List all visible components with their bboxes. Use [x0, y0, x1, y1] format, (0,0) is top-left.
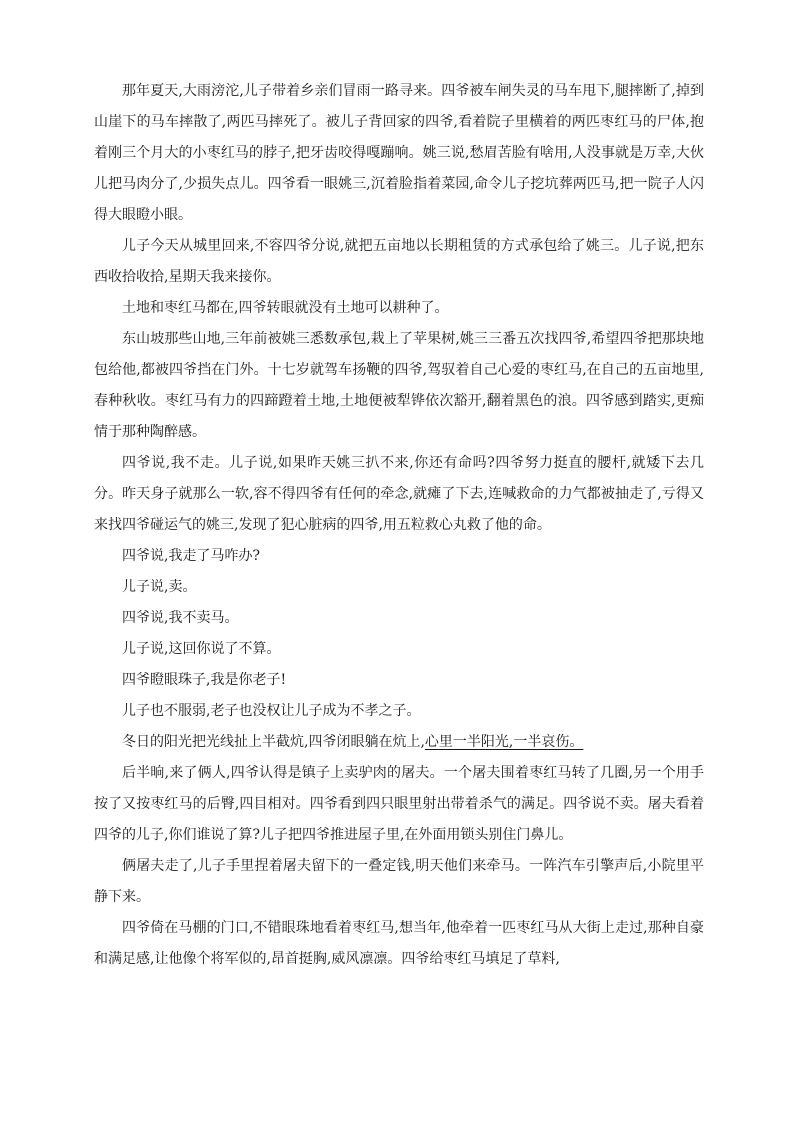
paragraph-11: 儿子也不服弱,老子也没权让儿子成为不孝之子。	[122, 703, 421, 719]
paragraph-9: 儿子说,这回你说了不算。	[122, 641, 281, 657]
paragraph-1: 那年夏天,大雨滂沱,儿子带着乡亲们冒雨一路寻来。四爷被车闸失灵的马车甩下,腿摔断了,掉到山崖下的马车摔散了,两匹马摔死了。被儿子背回家的四爷,看着院子里横着的两匹枣红马的尸体,抱着刚三个月大的小枣红马的脖子,把牙齿咬得嘎蹦响。姚三说,愁眉苦脸有啥用,人没事就是万幸,大伙儿把马肉分了,少损失点儿。四爷看一眼姚三,沉着脸指着菜园,命令儿子挖坑葬两匹马,把一院子人闪得大眼瞪小眼。	[94, 83, 704, 223]
paragraph-3: 土地和枣红马都在,四爷转眼就没有土地可以耕种了。	[122, 300, 449, 316]
document-page	[94, 76, 704, 975]
paragraph-8: 四爷说,我不卖马。	[122, 610, 239, 626]
paragraph-14: 俩屠夫走了,儿子手里捏着屠夫留下的一叠定钱,明天他们来牵马。一阵汽车引擎声后,小院里平静下来。	[94, 858, 704, 905]
paragraph-5: 四爷说,我不走。儿子说,如果昨天姚三扒不来,你还有命吗?四爷努力挺直的腰杆,就矮下去几分。昨天身子就那么一软,容不得四爷有任何的牵念,就瘫了下去,连喊救命的力气都被抽走了,亏得又来找四爷碰运气的姚三,发现了犯心脏病的四爷,用五粒救心丸救了他的命。	[94, 455, 704, 533]
paragraph-6: 四爷说,我走了马咋办?	[122, 548, 260, 564]
paragraph-10: 四爷瞪眼珠子,我是你老子!	[122, 672, 287, 688]
paragraph-12	[94, 727, 704, 758]
paragraph-13: 后半晌,来了俩人,四爷认得是镇子上卖驴肉的屠夫。一个屠夫围着枣红马转了几圈,另一个用手按了又按枣红马的后臀,四目相对。四爷看到四只眼里射出带着杀气的满足。四爷说不卖。屠夫看着四爷的儿子,你们谁说了算?儿子把四爷推进屋子里,在外面用锁头别住门鼻儿。	[94, 765, 704, 843]
paragraph-12-text: 冬日的阳光把光线扯上半截炕,四爷闭眼躺在炕上,	[122, 734, 425, 750]
paragraph-4: 东山坡那些山地,三年前被姚三悉数承包,栽上了苹果树,姚三三番五次找四爷,希望四爷把那块地包给他,都被四爷挡在门外。十七岁就驾车扬鞭的四爷,驾驭着自己心爱的枣红马,在自己的五亩地里,春种秋收。枣红马有力的四蹄蹬着土地,土地便被犁铧依次豁开,翻着黑色的浪。四爷感到踏实,更痴情于那种陶醉感。	[94, 331, 704, 440]
underlined-sentence: 心里一半阳光,一半哀伤。	[424, 734, 584, 750]
paragraph-7: 儿子说,卖。	[122, 579, 197, 595]
paragraph-2: 儿子今天从城里回来,不容四爷分说,就把五亩地以长期租赁的方式承包给了姚三。儿子说,把东西收拾收拾,星期天我来接你。	[94, 238, 704, 285]
paragraph-15: 四爷倚在马棚的门口,不错眼珠地看着枣红马,想当年,他牵着一匹枣红马从大街上走过,那种自豪和满足感,让他像个将军似的,昂首挺胸,威风凛凛。四爷给枣红马填足了草料,	[94, 920, 704, 967]
